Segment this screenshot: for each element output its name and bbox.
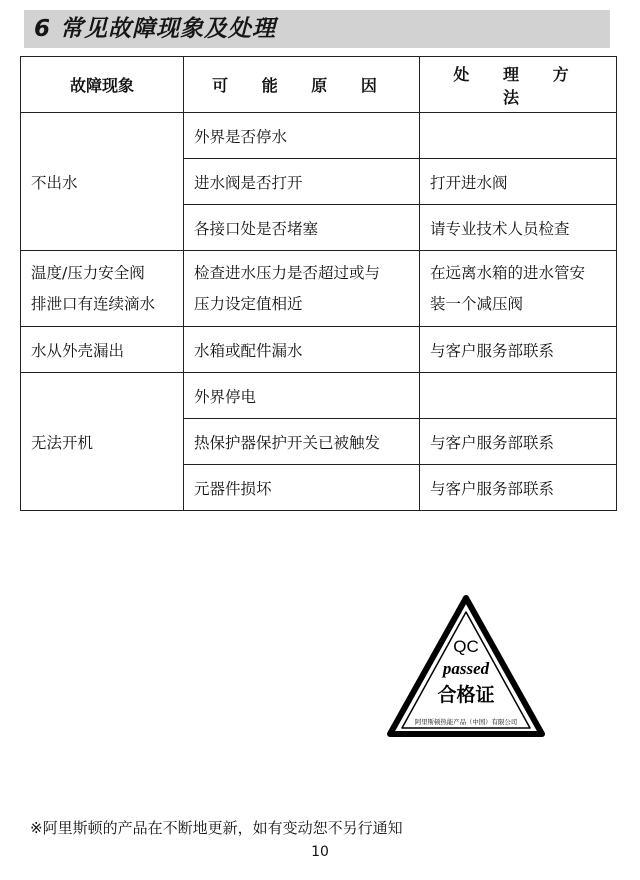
solution-cell: 请专业技术人员检查 [420, 205, 617, 251]
troubleshooting-table [20, 56, 617, 511]
symptom-cell: 水从外壳漏出 [21, 327, 184, 373]
solution-line: 装一个减压阀 [430, 294, 524, 313]
symptom-cell: 无法开机 [21, 373, 184, 511]
logo-passed-text: passed [442, 659, 490, 678]
symptom-cell: 不出水 [21, 113, 184, 251]
cause-cell: 热保护器保护开关已被触发 [184, 419, 420, 465]
cause-cell: 外界停电 [184, 373, 420, 419]
logo-certificate-text: 合格证 [437, 684, 495, 706]
symptom-line: 排泄口有连续滴水 [31, 294, 156, 313]
solution-cell [420, 113, 617, 159]
solution-cell: 与客户服务部联系 [420, 419, 617, 465]
header-symptom: 故障现象 [21, 57, 184, 113]
solution-cell [420, 251, 617, 327]
solution-cell: 与客户服务部联系 [420, 327, 617, 373]
cause-cell: 外界是否停水 [184, 113, 420, 159]
symptom-line: 温度/压力安全阀 [31, 263, 145, 282]
solution-cell: 与客户服务部联系 [420, 465, 617, 511]
cause-cell: 水箱或配件漏水 [184, 327, 420, 373]
table-row [21, 113, 617, 159]
cause-line: 压力设定值相近 [194, 294, 303, 313]
symptom-cell [21, 251, 184, 327]
footnote: ※阿里斯顿的产品在不断地更新，如有变动恕不另行通知 [30, 819, 403, 837]
logo-qc-text: QC [453, 637, 479, 656]
cause-line: 检查进水压力是否超过或与 [194, 263, 381, 282]
table-row [21, 251, 617, 327]
qc-passed-logo [386, 594, 546, 738]
table-row [21, 373, 617, 419]
solution-line: 在远离水箱的进水管安 [430, 263, 586, 282]
cause-cell: 元器件损坏 [184, 465, 420, 511]
table-row [21, 327, 617, 373]
section-title: 6 常见故障现象及处理 [24, 10, 610, 48]
cause-cell: 进水阀是否打开 [184, 159, 420, 205]
page-number: 10 [311, 844, 329, 860]
logo-company-text: 阿里斯顿热能产品（中国）有限公司 [414, 718, 518, 726]
solution-cell [420, 373, 617, 419]
header-cause: 可 能 原 因 [184, 57, 420, 113]
cause-cell: 各接口处是否堵塞 [184, 205, 420, 251]
header-solution: 处 理 方 法 [420, 57, 617, 113]
cause-cell [184, 251, 420, 327]
solution-cell: 打开进水阀 [420, 159, 617, 205]
table-header-row [21, 57, 617, 113]
